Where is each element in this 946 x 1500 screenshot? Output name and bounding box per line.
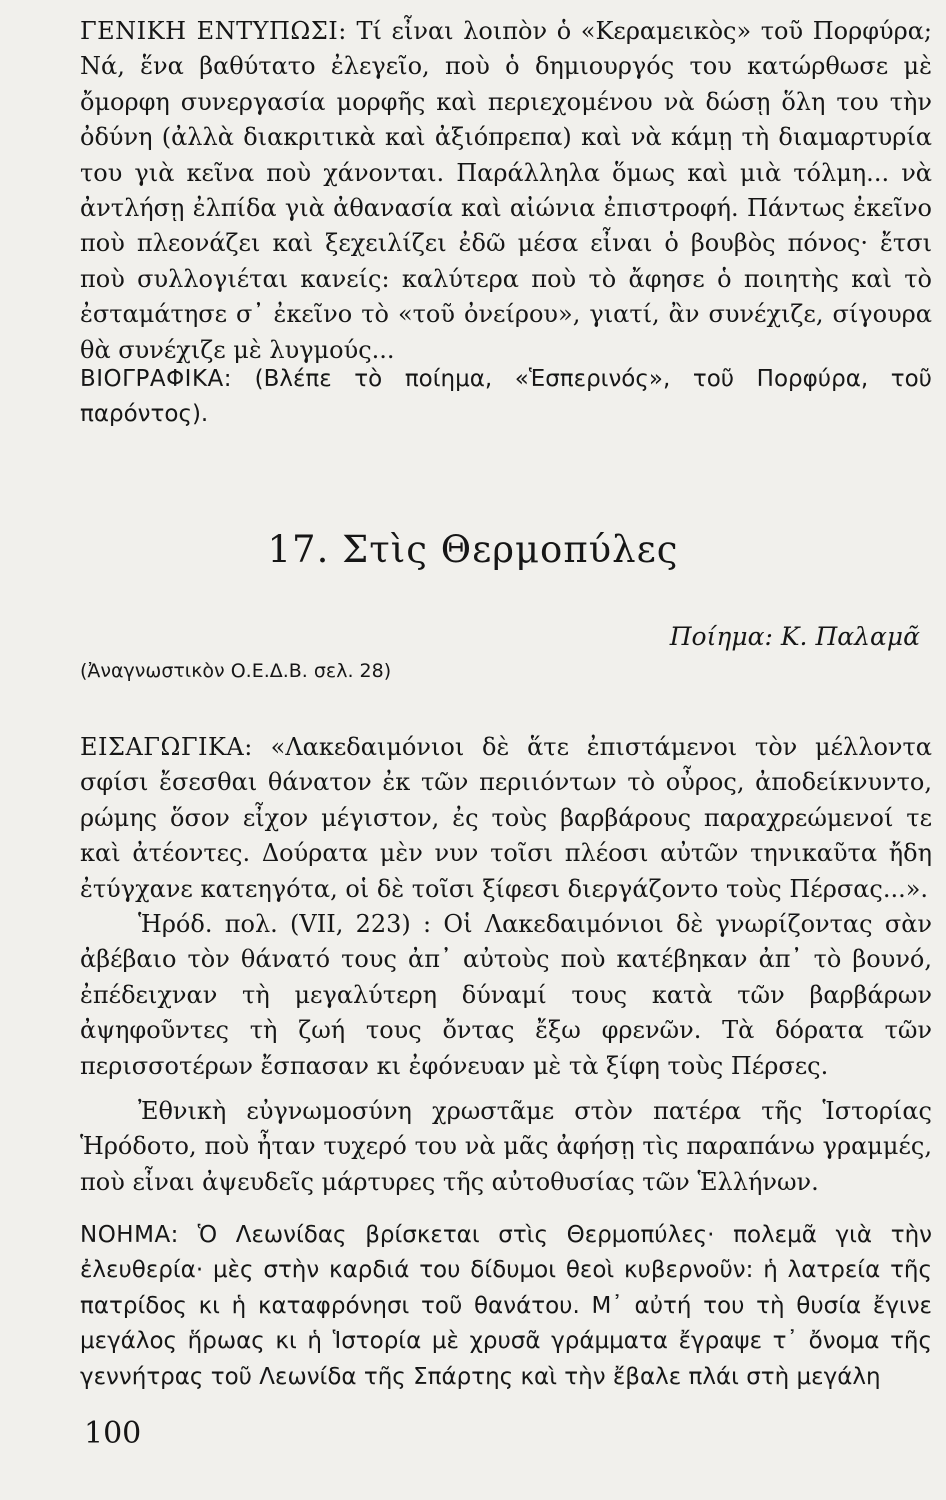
biography-text: (Βλέπε τὸ ποίημα, «Ἑσπερινός», τοῦ Πορφύρα, τοῦ παρόντος).	[80, 366, 932, 428]
introduction-label: ΕΙΣΑΓΩΓΙΚΑ:	[80, 733, 253, 761]
introduction-gratitude: Ἐθνικὴ εὐγνωμοσύνη χρωστᾶμε στὸν πατέρα τῆς Ἱστορίας Ἡρόδοτο, ποὺ ἦταν τυχερό του νὰ μᾶς ἀφήσῃ τὶς παραπάνω γραμμές, ποὺ εἶναι ἀψευδεῖς μάρτυρες τῆς αὐτοθυσίας τῶν Ἑλλήνων.	[80, 1097, 932, 1196]
introduction-section	[80, 730, 932, 1200]
biography-label: ΒΙΟΓΡΑΦΙΚΑ:	[80, 366, 233, 392]
poem-attribution: Ποίημα: Κ. Παλαμᾶ	[669, 622, 920, 651]
page-number: 100	[84, 1416, 142, 1451]
general-impression-label: ΓΕΝΙΚΗ ΕΝΤΥΠΩΣΙ:	[80, 17, 347, 45]
general-impression-text: Τί εἶναι λοιπὸν ὁ «Κεραμεικὸς» τοῦ Πορφύρα; Νά, ἕνα βαθύτατο ἐλεγεῖο, ποὺ ὁ δημιουργός του κατώρθωσε μὲ ὄμορφη συνεργασία μορφῆς καὶ περιεχομένου νὰ δώσῃ ὅλη του τὴν ὀδύνη (ἀλλὰ διακριτικὰ καὶ ἀξιόπρεπα) καὶ νὰ κάμῃ τὴ διαμαρτυρία του γιὰ κεῖνα ποὺ χάνονται. Παράλληλα ὅμως καὶ μιὰ τόλμη... νὰ ἀντλήσῃ ἐλπίδα γιὰ ἀθανασία καὶ αἰώνια ἐπιστροφή. Πάντως ἐκεῖνο ποὺ πλεονάζει καὶ ξεχειλίζει ἐδῶ μέσα εἶναι ὁ βουβὸς πόνος· ἔτσι ποὺ συλλογιέται κανείς: καλύτερα ποὺ τὸ ἄφησε ὁ ποιητὴς καὶ τὸ ἐσταμάτησε σ᾽ ἐκεῖνο τὸ «τοῦ ὀνείρου», γιατί, ἂν συνέχιζε, σίγουρα θὰ συνέχιζε μὲ λυγμούς...	[80, 17, 932, 364]
biography-section	[80, 362, 932, 433]
introduction-quote: «Λακεδαιμόνιοι δὲ ἅτε ἐπιστάμενοι τὸν μέλλοντα σφίσι ἔσεσθαι θάνατον ἐκ τῶν περιιόντων τὸ οὖρος, ἀποδείκνυντο, ρώμης ὅσον εἶχον μέγιστον, ἐς τοὺς βαρβάρους παραχρεώμενοί τε καὶ ἀτέοντες. Δούρατα μὲν νυν τοῖσι πλέοσι αὐτῶν τηνικαῦτα ἤδη ἐτύγχανε κατεηγότα, οἱ δὲ τοῖσι ξίφεσι διεργάζοντο τοὺς Πέρσας...».	[80, 733, 932, 903]
poem-source: (Ἀναγνωστικὸν Ο.Ε.Δ.Β. σελ. 28)	[80, 660, 392, 682]
general-impression-section	[80, 14, 932, 368]
meaning-label: ΝΟΗΜΑ:	[80, 1222, 179, 1248]
meaning-section	[80, 1218, 932, 1395]
meaning-text: Ὁ Λεωνίδας βρίσκεται στὶς Θερμοπύλες· πολεμᾶ γιὰ τὴν ἐλευθερία· μὲς στὴν καρδιά του δίδυμοι θεοὶ κυβερνοῦν: ἡ λατρεία τῆς πατρίδος κι ἡ καταφρόνησι τοῦ θανάτου. Μ᾽ αὐτή του τὴ θυσία ἔγινε μεγάλος ἥρωας κι ἡ Ἱστορία μὲ χρυσᾶ γράμματα ἔγραψε τ᾽ ὄνομα τῆς γεννήτρας τοῦ Λεωνίδα τῆς Σπάρτης καὶ τὴν ἔβαλε πλάι στὴ μεγάλη	[80, 1222, 933, 1390]
poem-title: 17. Στὶς Θερμοπύλες	[267, 528, 679, 571]
introduction-translation: Ἡρόδ. πολ. (VII, 223) : Οἱ Λακεδαιμόνιοι δὲ γνωρίζοντας σὰν ἀβέβαιο τὸν θάνατό τους ἀπ᾽ αὐτοὺς ποὺ κατέβηκαν ἀπ᾽ τὸ βουνό, ἐπέδειχναν τὴ μεγαλύτερη δύναμί τους κατὰ τῶν βαρβάρων ἀψηφοῦντες τὴ ζωή τους ὄντας ἔξω φρενῶν. Τὰ δόρατα τῶν περισσοτέρων ἔσπασαν κι ἐφόνευαν μὲ τὰ ξίφη τοὺς Πέρσες.	[80, 910, 932, 1080]
